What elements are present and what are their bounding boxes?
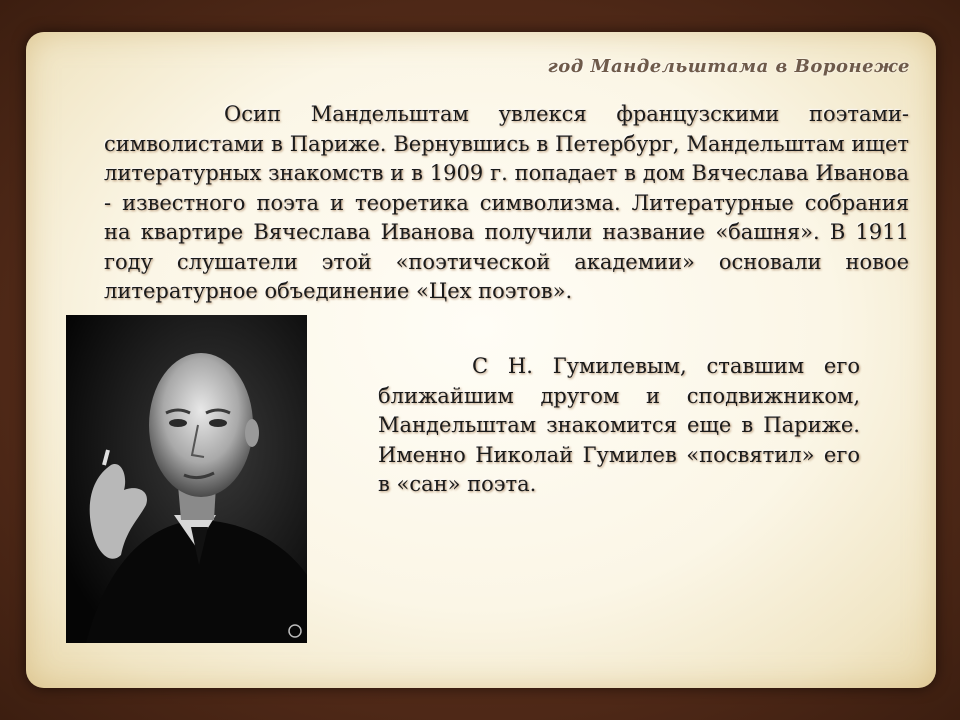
paragraph-gumilev: С Н. Гумилевым, ставшим его ближайшим другом и сподвижником, Мандельштам знакомится еще в Париже. Именно Николай Гумилев «посвятил» его в «сан» поэта. [378, 354, 860, 496]
portrait-photo [66, 315, 307, 643]
paragraph-intro: Осип Мандельштам увлекся французскими поэтами-символистами в Париже. Вернувшись в Петербург, Мандельштам ищет литературных знакомств и в 1909 г. попадает в дом Вячеслава Иванова - известного поэта и теоретика символизма. Литературные собрания на квартире Вячеслава Иванова получили название «башня». В 1911 году слушатели этой «поэтической академии» основали новое литературное объединение «Цех поэтов». [104, 102, 909, 303]
page-title: год Мандельштама в Воронеже [547, 56, 910, 77]
portrait-icon [66, 315, 307, 643]
